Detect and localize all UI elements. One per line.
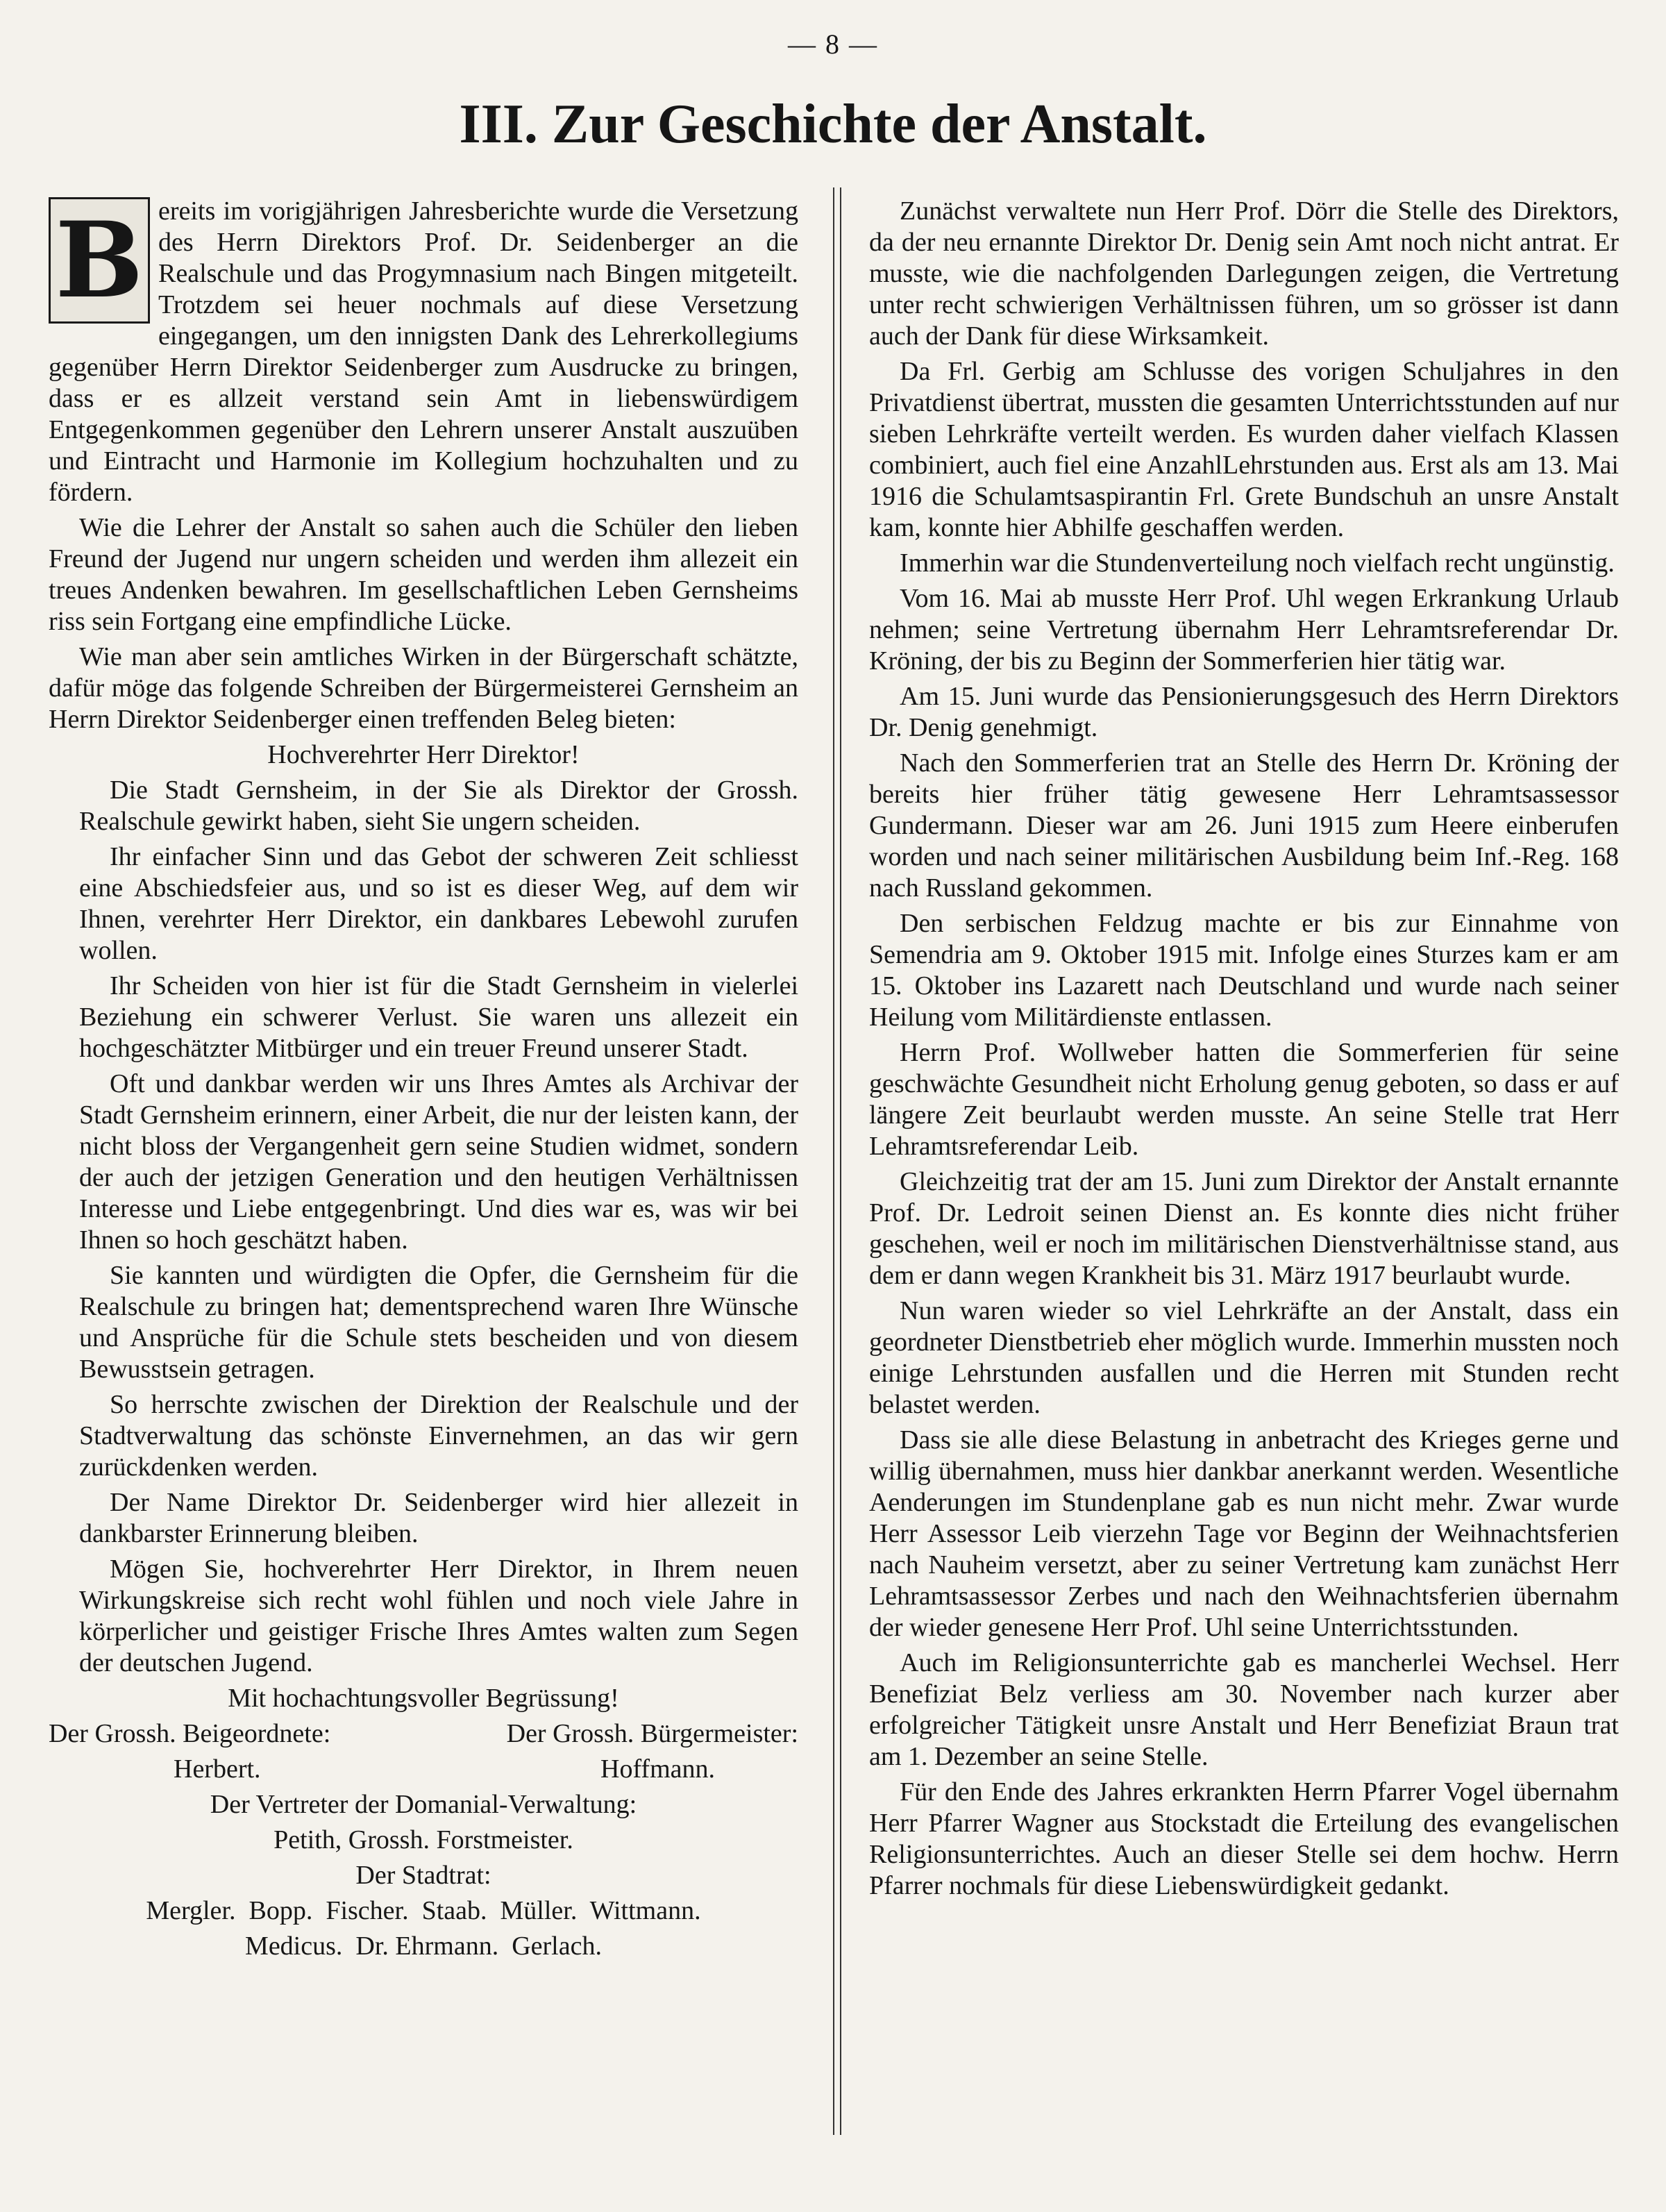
signature-row-names	[49, 1754, 798, 1785]
sig-domanial-title: Der Vertreter der Domanial-Verwaltung:	[210, 1790, 637, 1819]
sig-stadtrat-names-1: Mergler. Bopp. Fischer. Staab. Müller. Wittmann.	[146, 1896, 701, 1925]
paragraph: Dass sie alle diese Belastung in anbetracht des Krieges gerne und willig übernahmen, muss hier dankbar anerkannt werden. Wesentliche Aenderungen im Stundenplane gab es nun nicht mehr. Zwar wurde Herr Assessor Leib vierzehn Tage vor Beginn der Weihnachtsferien nach Nauheim versetzt, aber zu seiner Vertretung kam zunächst Herr Lehramtsassessor Zerbes und nach den Weihnachtsferien übernahm der wieder genesene Herr Prof. Uhl seine Unterrichtsstunden.	[869, 1425, 1619, 1642]
letter-paragraph: Der Name Direktor Dr. Seidenberger wird hier allezeit in dankbarster Erinnerung bleiben.	[79, 1488, 798, 1548]
letter-paragraph: Mögen Sie, hochverehrter Herr Direktor, in Ihrem neuen Wirkungskreise sich recht wohl fühlen und noch viele Jahre in körperlicher und geistiger Frische Ihres Amtes walten zum Segen der deutschen Jugend.	[79, 1555, 798, 1677]
letter-paragraph: Sie kannten und würdigten die Opfer, die Gernsheim für die Realschule zu bringen hat; dementsprechend waren Ihre Wünsche und Ansprüche für die Schule stets bescheiden und von diesem Bewusstsein getragen.	[79, 1261, 798, 1384]
paragraph: Gleichzeitig trat der am 15. Juni zum Direktor der Anstalt ernannte Prof. Dr. Ledroit seinen Dienst an. Es konnte dies nicht früher geschehen, weil er noch im militärischen Dienstverhältnisse stand, aus dem er dann wegen Krankheit bis 31. März 1917 beurlaubt wurde.	[869, 1167, 1619, 1290]
paragraph: Den serbischen Feldzug machte er bis zur Einnahme von Semendria am 9. Oktober 1915 mit. Infolge eines Sturzes kam er am 15. Oktober ins Lazarett nach Deutschland und wurde nach seiner Heilung vom Militärdienste entlassen.	[869, 909, 1619, 1032]
paragraph: Immerhin war die Stundenverteilung noch vielfach recht ungünstig.	[900, 548, 1615, 578]
paragraph: Da Frl. Gerbig am Schlusse des vorigen Schuljahres in den Privatdienst übertrat, mussten die gesamten Unterrichtsstunden auf nur sieben Lehrkräfte verteilt werden. Es wurden daher vielfach Klassen combiniert, auch fiel eine AnzahlLehrstunden aus. Erst als am 13. Mai 1916 die Schulamtsaspirantin Frl. Grete Bundschuh an unsre Anstalt kam, konnte hier Abhilfe geschaffen werden.	[869, 357, 1619, 542]
letter-body	[49, 775, 798, 1679]
column-divider	[833, 187, 841, 2135]
drop-cap-initial: B	[49, 197, 150, 324]
paragraph: Zunächst verwaltete nun Herr Prof. Dörr die Stelle des Direktors, da der neu ernannte Direktor Dr. Denig sein Amt noch nicht antrat. Er musste, wie die nachfolgenden Darlegungen zeigen, die Vertretung unter recht schwierigen Verhältnissen führen, um so grösser ist dann auch der Dank für diese Wirksamkeit.	[869, 196, 1619, 351]
page-title: III. Zur Geschichte der Anstalt.	[459, 94, 1207, 155]
paragraph: Nun waren wieder so viel Lehrkräfte an der Anstalt, dass ein geordneter Dienstbetrieb eher möglich wurde. Immerhin mussten noch einige Lehrstunden ausfallen und die Herren mit Stunden recht belastet werden.	[869, 1296, 1619, 1419]
paragraph: Am 15. Juni wurde das Pensionierungsgesuch des Herrn Direktors Dr. Denig genehmigt.	[869, 682, 1619, 742]
letter-salutation: Hochverehrter Herr Direktor!	[267, 740, 580, 769]
letter-paragraph: So herrschte zwischen der Direktion der Realschule und der Stadtverwaltung das schönste Einvernehmen, an das wir gern zurückdenken werden.	[79, 1390, 798, 1482]
page-number: — 8 —	[788, 28, 878, 60]
letter-paragraph: Die Stadt Gernsheim, in der Sie als Direktor der Grossh. Realschule gewirkt haben, sieht Sie ungern scheiden.	[79, 776, 798, 836]
sig-stadtrat-names-2: Medicus. Dr. Ehrmann. Gerlach.	[245, 1932, 602, 1961]
sig-stadtrat-title: Der Stadtrat:	[355, 1861, 491, 1890]
letter-closing: Mit hochachtungsvoller Begrüssung!	[228, 1684, 619, 1713]
paragraph: Herrn Prof. Wollweber hatten die Sommerferien für seine geschwächte Gesundheit nicht Erholung genug geboten, so dass er auf längere Zeit beurlaubt werden musste. An seine Stelle trat Herr Lehramtsreferendar Leib.	[869, 1038, 1619, 1161]
sig-beigeordnete-name: Herbert.	[174, 1754, 261, 1784]
paragraph: Nach den Sommerferien trat an Stelle des Herrn Dr. Kröning der bereits hier früher tätig gewesene Herr Lehramtsassessor Gundermann. Dieser war am 26. Juni 1915 zum Heere einberufen worden und nach seiner militärischen Ausbildung beim Inf.-Reg. 168 nach Russland gekommen.	[869, 748, 1619, 903]
paragraph-intro	[49, 196, 798, 508]
letter-paragraph: Ihr Scheiden von hier ist für die Stadt Gernsheim in vielerlei Beziehung ein schwerer Verlust. Sie waren uns allezeit ein hochgeschätzter Mitbürger und ein treuer Freund unserer Stadt.	[79, 971, 798, 1063]
sig-buergermeister-name: Hoffmann.	[600, 1754, 715, 1784]
sig-domanial-name: Petith, Grossh. Forstmeister.	[274, 1825, 573, 1854]
paragraph: Vom 16. Mai ab musste Herr Prof. Uhl wegen Erkrankung Urlaub nehmen; seine Vertretung übernahm Herr Lehramtsreferendar Dr. Kröning, der bis zu Beginn der Sommerferien hier tätig war.	[869, 584, 1619, 676]
paragraph: Auch im Religionsunterrichte gab es mancherlei Wechsel. Herr Benefiziat Belz verliess am 30. November nach kurzer aber erfolgreicher Tätigkeit unsre Anstalt und Herr Benefiziat Braun trat am 1. Dezember an seine Stelle.	[869, 1648, 1619, 1771]
sig-buergermeister-title: Der Grossh. Bürgermeister:	[506, 1719, 798, 1748]
signature-row-titles	[49, 1718, 798, 1750]
paragraph: Wie man aber sein amtliches Wirken in der Bürgerschaft schätzte, dafür möge das folgende Schreiben der Bürgermeisterei Gernsheim an Herrn Direktor Seidenberger einen treffenden Beleg bieten:	[49, 642, 798, 734]
letter-paragraph: Oft und dankbar werden wir uns Ihres Amtes als Archivar der Stadt Gernsheim erinnern, einer Arbeit, die nur der leisten kann, der nicht bloss der Vergangenheit gern seine Studien widmet, sondern der auch der jetzigen Generation und den heutigen Verhältnissen Interesse und Liebe entgegenbringt. Und dies war es, was wir bei Ihnen so hoch geschätzt haben.	[79, 1069, 798, 1255]
sig-beigeordnete-title: Der Grossh. Beigeordnete:	[49, 1719, 331, 1748]
paragraph: Für den Ende des Jahres erkrankten Herrn Pfarrer Vogel übernahm Herr Pfarrer Wagner aus Stockstadt die Erteilung des evangelischen Religionsunterrichtes. Auch an dieser Stelle sei dem hochw. Herrn Pfarrer nochmals für diese Liebenswürdigkeit gedankt.	[869, 1777, 1619, 1900]
paragraph: Wie die Lehrer der Anstalt so sahen auch die Schüler den lieben Freund der Jugend nur ungern scheiden und werden ihm allezeit ein treues Andenken bewahren. Im gesellschaftlichen Leben Gernsheims riss sein Fortgang eine empfindliche Lücke.	[49, 513, 798, 636]
right-column	[869, 196, 1619, 1906]
intro-text: ereits im vorigjährigen Jahresberichte wurde die Versetzung des Herrn Direktors Prof. Dr. Seidenberger an die Realschule und das Progymnasium nach Bingen mitgeteilt. Trotzdem sei heuer nochmals auf diese Versetzung eingegangen, um den innigsten Dank des Lehrerkollegiums gegenüber Herrn Direktor Seidenberger zum Ausdrucke zu bringen, dass er es allzeit verstand sein Amt in liebenswürdigem Entgegenkommen gegenüber den Lehrern unserer Anstalt auszuüben und Eintracht und Harmonie im Kollegium hochzuhalten und zu fördern.	[49, 196, 798, 507]
left-column	[49, 196, 798, 1966]
letter-paragraph: Ihr einfacher Sinn und das Gebot der schweren Zeit schliesst eine Abschiedsfeier aus, und so ist es dieser Weg, auf dem wir Ihnen, verehrter Herr Direktor, ein dankbares Lebewohl zurufen wollen.	[79, 842, 798, 965]
